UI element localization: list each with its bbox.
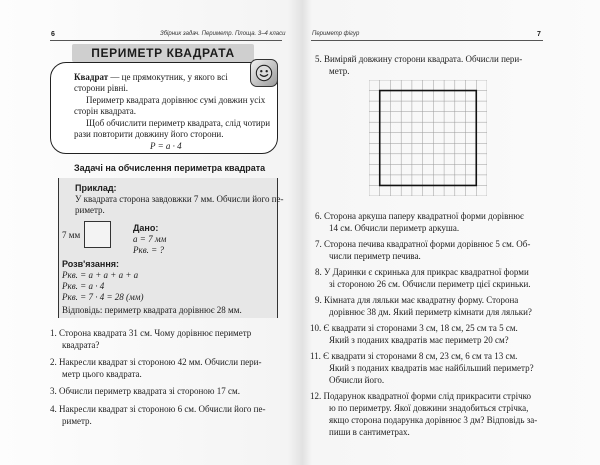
- task-11: [310, 351, 517, 363]
- task-text: Є квадрати зі сторонами 8 см, 23 см, 6 см та 13 см.: [323, 351, 518, 361]
- task-1-cont: квадрата?: [62, 340, 100, 350]
- example-square: [84, 221, 111, 248]
- task-text: Є квадрати зі сторонами 3 см, 18 см, 25 см та 5 см.: [323, 323, 518, 333]
- example-answer: Відповідь: периметр квадрата дорівнює 28 мм.: [62, 305, 242, 315]
- definition-line-5: Щоб обчислити периметр квадрата, слід чотири: [86, 118, 271, 128]
- header-rule-right: [311, 40, 543, 41]
- task-12-cont-3: пиши в сантиметрах.: [329, 427, 410, 437]
- task-2: [50, 357, 261, 369]
- task-text: Сторона аркуша паперу квадратної форми дорівнює: [324, 211, 524, 221]
- task-3: [50, 386, 240, 398]
- task-text: Накресли квадрат зі стороною 42 мм. Обчисли пери-: [59, 357, 262, 367]
- task-10: [310, 323, 518, 335]
- task-4: [50, 404, 265, 416]
- page-number-left: 6: [51, 31, 55, 38]
- example-text-line-1: У квадрата сторона завдовжки 7 мм. Обчисли його пе-: [75, 194, 284, 204]
- task-number: 1.: [50, 328, 57, 338]
- definition-term: Квадрат: [74, 72, 109, 82]
- example-text-line-2: риметр.: [75, 205, 105, 215]
- task-12-cont-1: ю по периметру. Якої довжини знадобиться стрічка,: [329, 403, 529, 413]
- task-number: 4.: [50, 404, 57, 414]
- task-12-cont-2: якщо сторона подарунка дорівнює 3 дм? Відповідь за-: [329, 415, 538, 425]
- page-title: ПЕРИМЕТР КВАДРАТА: [72, 44, 254, 62]
- measured-square: [380, 91, 477, 186]
- square-side-label: 7 мм: [62, 230, 81, 240]
- task-number: 8.: [315, 267, 322, 277]
- section-title: Задачі на обчислення периметра квадрата: [74, 163, 266, 173]
- task-number: 9.: [315, 295, 322, 305]
- definition-line-3: Периметр квадрата дорівнює сумі довжин усіх: [86, 95, 266, 105]
- task-text: Обчисли периметр квадрата зі стороною 17 см.: [59, 386, 240, 396]
- task-7: [315, 239, 530, 251]
- task-11-cont-2: Обчисли його.: [329, 375, 385, 385]
- smiley-face-icon: [250, 59, 278, 87]
- definition-line-2: сторони рівні.: [74, 83, 129, 93]
- task-6-cont: 14 см. Обчисли периметр аркуша.: [329, 223, 460, 233]
- task-7-cont: числи периметр печива.: [329, 251, 421, 261]
- task-6: [315, 211, 524, 223]
- task-number: 10.: [310, 323, 322, 333]
- task-number: 6.: [315, 211, 322, 221]
- page-number-right: 7: [537, 31, 541, 38]
- running-head-right: Периметр фігур: [312, 31, 360, 37]
- task-5: [315, 54, 522, 66]
- task-10-cont: Який з поданих квадратів має периметр 20 см?: [329, 335, 509, 345]
- task-9: [315, 295, 518, 307]
- task-5-cont: метр.: [329, 66, 350, 76]
- definition-line-4: сторін квадрата.: [74, 106, 137, 116]
- task-12: [310, 391, 531, 403]
- solution-step-1: Pкв. = a + a + a + a: [62, 270, 139, 280]
- task-8: [315, 267, 529, 279]
- task-8-cont: зі стороною 26 см. Обчисли периметр цієї скриньки.: [329, 279, 531, 289]
- task-number: 7.: [315, 239, 322, 249]
- task-number: 5.: [315, 54, 322, 64]
- perimeter-formula: P = a · 4: [150, 141, 182, 151]
- task-number: 11.: [310, 351, 321, 361]
- task-number: 3.: [50, 386, 57, 396]
- running-head-left: Збірник задач. Периметр. Площа. 3–4 класи: [160, 31, 286, 37]
- task-text: Кімната для ляльки має квадратну форму. Сторона: [324, 295, 519, 305]
- task-text: Сторона печива квадратної форми дорівнює 5 см. Об-: [324, 239, 531, 249]
- task-4-cont: риметр.: [62, 416, 92, 426]
- definition-line-1: [74, 72, 228, 83]
- task-number: 12.: [310, 391, 322, 401]
- measurement-grid: [369, 80, 487, 196]
- header-rule-left: [50, 40, 282, 41]
- definition-line-6: рази повторити довжину його сторони.: [74, 129, 224, 139]
- solution-step-2: Pкв. = a · 4: [62, 281, 105, 291]
- solution-label: Розв'язання:: [62, 259, 120, 269]
- definition-line-1-rest: — це прямокутник, у якого всі: [108, 72, 228, 82]
- task-text: Сторона квадрата 31 см. Чому дорівнює периметр: [59, 328, 252, 338]
- task-9-cont: дорівнює 38 дм. Який периметр кімнати для ляльки?: [329, 307, 532, 317]
- task-text: Накресли квадрат зі стороною 6 см. Обчисли його пе-: [59, 404, 266, 414]
- task-text: Подарунок квадратної форми слід прикрасити стрічко: [323, 391, 532, 401]
- task-text: Виміряй довжину сторони квадрата. Обчисли пери-: [324, 54, 523, 64]
- task-text: У Даринки є скринька для прикрас квадратної форми: [324, 267, 529, 277]
- task-11-cont-1: Який з поданих квадратів має найбільший периметр?: [329, 363, 534, 373]
- solution-step-3: Pкв. = 7 · 4 = 28 (мм): [62, 292, 144, 302]
- given-label: Дано:: [133, 223, 159, 233]
- given-side: a = 7 мм: [133, 234, 167, 244]
- task-2-cont: метр цього квадрата.: [62, 369, 142, 379]
- task-1: [50, 328, 251, 340]
- example-label: Приклад:: [75, 183, 117, 193]
- given-perimeter: Pкв. = ?: [133, 245, 164, 255]
- task-number: 2.: [50, 357, 57, 367]
